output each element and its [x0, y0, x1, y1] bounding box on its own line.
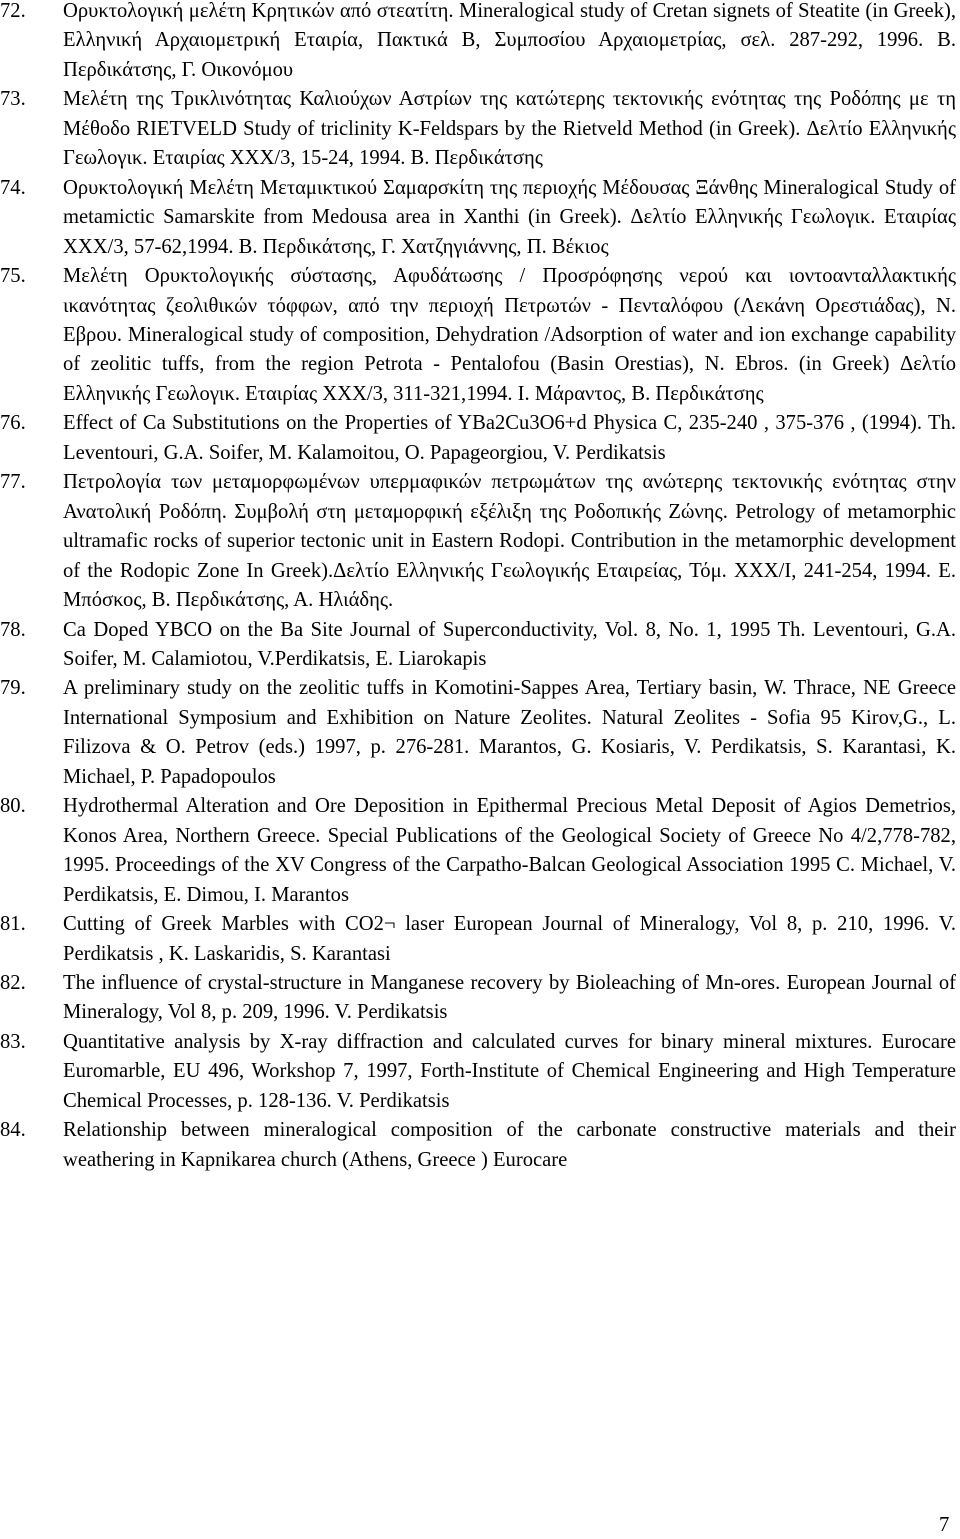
reference-77	[0, 468, 956, 615]
reference-84	[0, 1116, 956, 1175]
reference-81	[0, 910, 956, 969]
reference-number: 76.	[0, 412, 26, 435]
reference-78	[0, 616, 956, 675]
reference-text: Ορυκτολογική Μελέτη Μεταμικτικού Σαμαρσκίτη της περιοχής Μέδουσας Ξάνθης Mineralogical Study of metamictic Samarskite from Medousa area in Xanthi (in Greek). Δελτίο Ελληνικής Γεωλογικ. Εταιρίας XXX/3, 57-62,1994. Β. Περδικάτσης, Γ. Χατζηγιάννης, Π. Βέκιος	[63, 176, 956, 258]
reference-76	[0, 409, 956, 468]
reference-82	[0, 969, 956, 1028]
reference-text: Cutting of Greek Marbles with CO2¬ laser European Journal of Mineralogy, Vol 8, p. 210, 1996. V. Perdikatsis , K. Laskaridis, S. Karantasi	[63, 913, 956, 965]
reference-text: Ορυκτολογική μελέτη Κρητικών από στεατίτη. Mineralogical study of Cretan signets of Steatite (in Greek), Ελληνική Αρχαιομετρική Εταιρία, Πακτικά Β, Συμποσίου Αρχαιομετρίας, σελ. 287-292, 1996. Β. Περδικάτσης, Γ. Οικονόμου	[63, 0, 956, 81]
page-number: 7	[939, 1514, 950, 1536]
reference-text: Πετρολογία των μεταμορφωμένων υπερμαφικών πετρωμάτων της ανώτερης τεκτονικής ενότητας στην Ανατολική Ροδόπη. Συμβολή στη μεταμορφική εξέλιξη της Ροδοπικής Ζώνης. Petrology of metamorphic ultramafic rocks of superior tectonic unit in Eastern Rodopi. Contribution in the metamorphic development of the Rodopic Zone In Greek).Δελτίο Ελληνικής Γεωλογικής Εταιρείας, Τόμ. XXX/I, 241-254, 1994. Ε. Μπόσκος, Β. Περδικάτσης, Α. Ηλιάδης.	[63, 471, 956, 612]
reference-number: 81.	[0, 913, 26, 936]
reference-80	[0, 792, 956, 910]
reference-text: Effect of Ca Substitutions on the Properties of YBa2Cu3O6+d Physica C, 235-240 , 375-376 , (1994). Th. Leventouri, G.A. Soifer, M. Kalamoitou, O. Papageorgiou, V. Perdikatsis	[63, 412, 956, 464]
reference-74	[0, 174, 956, 262]
reference-number: 74.	[0, 176, 26, 199]
reference-79	[0, 674, 956, 792]
reference-83	[0, 1028, 956, 1116]
reference-text: Relationship between mineralogical composition of the carbonate constructive materials and their weathering in Kapnikarea church (Athens, Greece ) Eurocare	[63, 1119, 956, 1171]
reference-72	[0, 0, 956, 85]
reference-text: Ca Doped YBCO on the Ba Site Journal of Superconductivity, Vol. 8, No. 1, 1995 Th. Leventouri, G.A. Soifer, M. Calamiotou, V.Perdikatsis, E. Liarokapis	[63, 618, 956, 670]
reference-number: 77.	[0, 471, 26, 494]
reference-text: Μελέτη της Τρικλινότητας Καλιούχων Αστρίων της κατώτερης τεκτονικής ενότητας της Ροδόπης με τη Μέθοδο RIETVELD Study of triclinity K-Feldspars by the Rietveld Method (in Greek). Δελτίο Ελληνικής Γεωλογικ. Εταιρίας XXX/3, 15-24, 1994. Β. Περδικάτσης	[63, 88, 956, 170]
reference-text: Μελέτη Ορυκτολογικής σύστασης, Αφυδάτωσης / Προσρόφησης νερού και ιοντοανταλλακτικής ικανότητας ζεολιθικών τόφφων, από την περιοχή Πετρωτών - Πενταλόφου (Λεκάνη Ορεστιάδας), Ν. Εβρου. Mineralogical study of composition, Dehydration /Adsorption of water and ion exchange capability of zeolitic tuffs, from the region Petrota - Pentalofou (Basin Orestias), N. Ebros. (in Greek) Δελτίο Ελληνικής Γεωλογικ. Εταιρίας XXX/3, 311-321,1994. Ι. Μάραντος, Β. Περδικάτσης	[63, 265, 956, 405]
reference-text: Quantitative analysis by X-ray diffraction and calculated curves for binary mineral mixtures. Eurocare Euromarble, EU 496, Workshop 7, 1997, Forth-Institute of Chemical Engineering and High Temperature Chemical Processes, p. 128-136. V. Perdikatsis	[63, 1030, 956, 1112]
reference-73	[0, 85, 956, 173]
reference-75	[0, 262, 956, 409]
reference-number: 82.	[0, 971, 26, 994]
reference-number: 72.	[0, 0, 26, 22]
reference-text: Hydrothermal Alteration and Ore Deposition in Epithermal Precious Metal Deposit of Agios Demetrios, Konos Area, Northern Greece. Special Publications of the Geological Society of Greece No 4/2,778-782, 1995. Proceedings of the XV Congress of the Carpatho-Balcan Geological Association 1995 C. Michael, V. Perdikatsis, E. Dimou, I. Marantos	[63, 795, 956, 906]
reference-number: 73.	[0, 88, 26, 111]
reference-text: The influence of crystal-structure in Manganese recovery by Bioleaching of Mn-ores. European Journal of Mineralogy, Vol 8, p. 209, 1996. V. Perdikatsis	[63, 971, 956, 1024]
reference-text: A preliminary study on the zeolitic tuffs in Komotini-Sappes Area, Tertiary basin, W. Thrace, NE Greece International Symposium and Exhibition on Nature Zeolites. Natural Zeolites - Sofia 95 Kirov,G., L. Filizova & O. Petrov (eds.) 1997, p. 276-281. Marantos, G. Kosiaris, V. Perdikatsis, S. Karantasi, K. Michael, P. Papadopoulos	[63, 677, 956, 788]
reference-number: 78.	[0, 618, 26, 641]
reference-number: 80.	[0, 795, 26, 818]
reference-number: 83.	[0, 1030, 26, 1053]
reference-number: 79.	[0, 677, 26, 700]
reference-number: 84.	[0, 1119, 26, 1142]
reference-number: 75.	[0, 265, 26, 288]
